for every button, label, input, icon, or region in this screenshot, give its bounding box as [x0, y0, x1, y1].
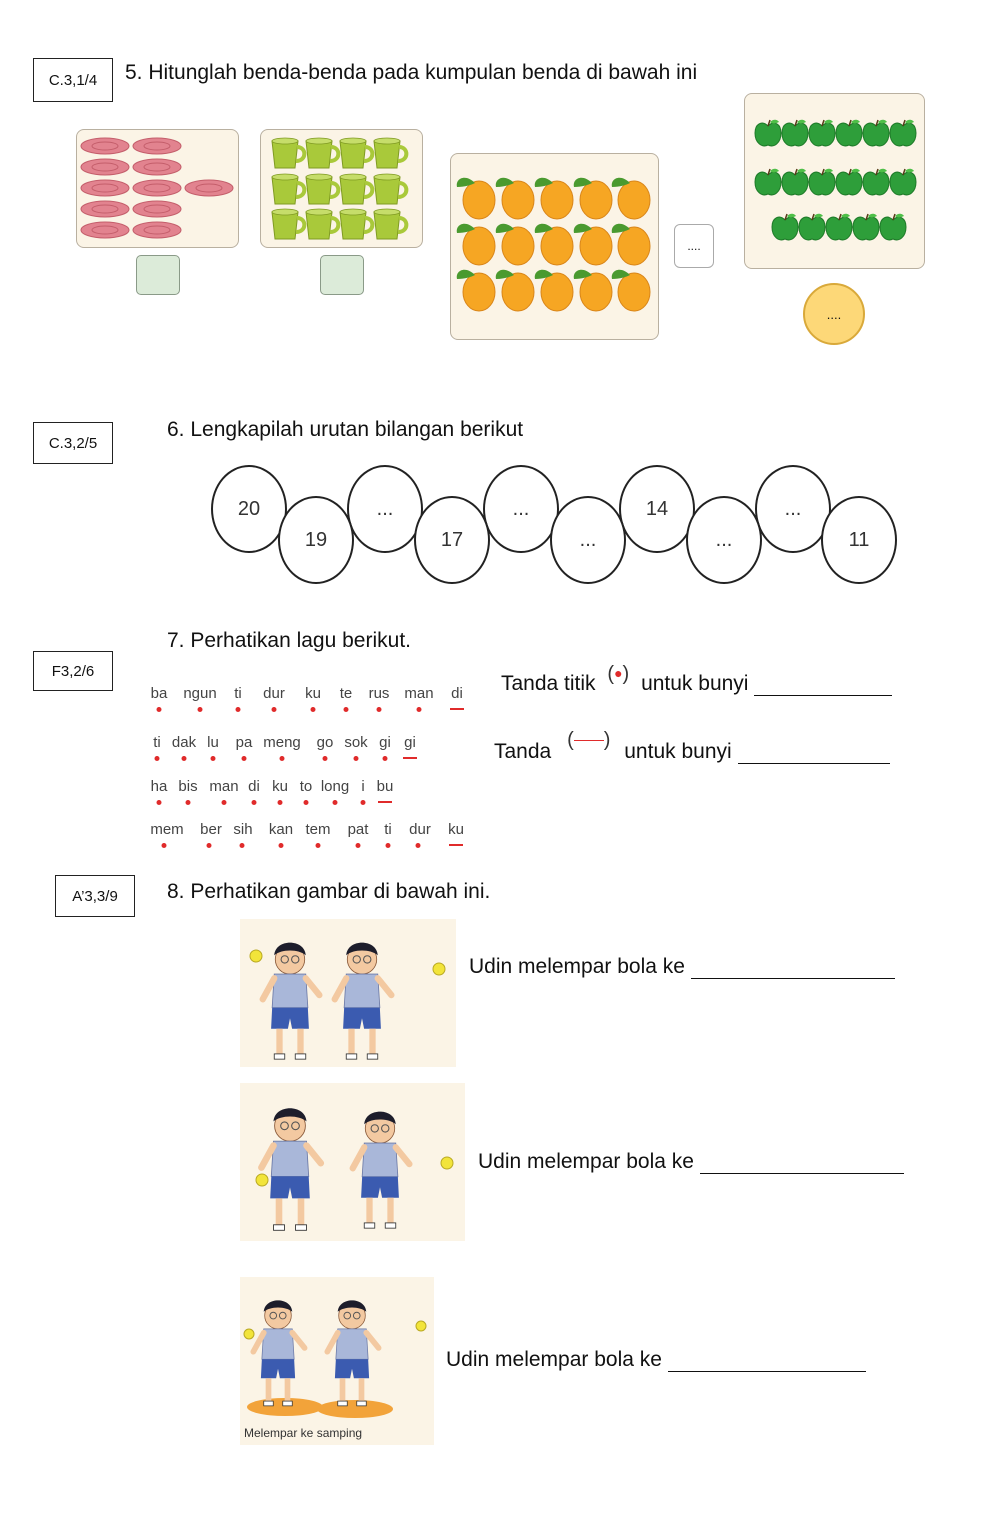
apple-icon [890, 169, 916, 195]
syllable: i [361, 778, 365, 795]
dash-legend-prefix: Tanda [494, 740, 552, 763]
plate-icon [81, 180, 129, 196]
cup-icon [306, 138, 338, 168]
sequence-oval [755, 465, 831, 553]
dot-mark [157, 707, 162, 712]
dot-legend-sentence [501, 663, 892, 696]
sequence-oval [211, 465, 287, 553]
syllable: ti [153, 734, 161, 751]
plates-group [77, 130, 238, 247]
ball-icon [256, 1174, 268, 1186]
statement-text: Udin melempar bola ke [446, 1348, 662, 1371]
sequence-blank[interactable]: ... [715, 528, 733, 551]
apple-icon [880, 214, 906, 240]
paren-open: ( [607, 663, 615, 685]
dot-mark [155, 756, 160, 761]
apple-icon [836, 169, 862, 195]
sequence-blank[interactable]: ... [512, 497, 530, 520]
syllable: bu [376, 778, 394, 795]
orange-icon [457, 270, 495, 311]
apples-answer-dots: .... [826, 306, 842, 322]
throw-statement-3 [446, 1348, 866, 1372]
apples-answer-circle[interactable] [803, 283, 865, 345]
dash-symbol-icon [567, 729, 610, 751]
syllable: sok [344, 734, 368, 751]
syllable: man [209, 778, 239, 795]
syllable: pat [347, 821, 369, 838]
sequence-value: 20 [237, 497, 261, 520]
apple-icon [772, 214, 798, 240]
cup-icon [340, 138, 372, 168]
syllable: mem [150, 821, 184, 838]
syllable: long [320, 778, 350, 795]
syllable: ber [200, 821, 222, 838]
apple-icon [853, 214, 879, 240]
apples-panel [744, 93, 925, 269]
ball-icon [441, 1157, 453, 1169]
q7-code-box [33, 651, 113, 691]
dot-mark [252, 800, 257, 805]
syllable: gi [379, 734, 391, 751]
sequence-blank[interactable]: ... [376, 497, 394, 520]
throw-answer-blank-1[interactable] [691, 958, 895, 979]
dot-mark [354, 756, 359, 761]
throw-picture-2 [240, 1083, 465, 1241]
dot-mark [198, 707, 203, 712]
throw-illustration [240, 1277, 434, 1445]
orange-icon [496, 224, 534, 265]
dash-mark [449, 844, 463, 846]
syllable: ku [272, 778, 288, 795]
cups-answer-box[interactable] [320, 255, 364, 295]
dash-legend-suffix: untuk bunyi [624, 740, 732, 763]
dot-symbol-icon: (●) [607, 663, 630, 685]
sequence-value: 11 [848, 528, 870, 551]
syllable: tem [305, 821, 331, 838]
syllable: gi [404, 734, 416, 751]
syllable: sih [233, 821, 253, 838]
syllable: meng [263, 734, 301, 751]
oranges-answer-dots: .... [687, 239, 701, 253]
plate-icon [81, 201, 129, 217]
q5-title: 5. Hitunglah benda-benda pada kumpulan benda di bawah ini [125, 61, 698, 84]
oranges-answer-box[interactable] [674, 224, 714, 268]
apple-icon [782, 169, 808, 195]
dot-mark [157, 800, 162, 805]
paren-open: ( [567, 729, 574, 751]
syllable: to [299, 778, 313, 795]
throw-picture-1 [240, 919, 456, 1067]
cups-panel [260, 129, 423, 248]
boy-icon [263, 943, 320, 1060]
syllable: ti [234, 685, 242, 702]
cup-icon [374, 209, 406, 239]
syllable: ti [384, 821, 392, 838]
syllable: di [248, 778, 260, 795]
apple-icon [863, 169, 889, 195]
dash-mark [403, 757, 417, 759]
dot-mark [207, 843, 212, 848]
throw-statement-1 [469, 955, 895, 979]
orange-icon [535, 178, 573, 219]
dot-mark [416, 843, 421, 848]
orange-icon [496, 178, 534, 219]
throw-illustration [240, 919, 456, 1067]
throw-picture-3 [240, 1277, 434, 1445]
orange-icon [574, 224, 612, 265]
cup-icon [306, 209, 338, 239]
apple-icon [836, 120, 862, 146]
apple-icon [755, 169, 781, 195]
plate-icon [133, 159, 181, 175]
dot-mark [311, 707, 316, 712]
dot-mark [240, 843, 245, 848]
q5-code-box [33, 58, 113, 102]
apple-icon [809, 169, 835, 195]
q7-code: F3,2/6 [51, 662, 95, 680]
q8-code-box [55, 875, 135, 917]
orange-icon [574, 178, 612, 219]
cups-group [261, 130, 422, 247]
apple-icon [863, 120, 889, 146]
dot-mark [377, 707, 382, 712]
syllable: di [451, 685, 463, 702]
boy-icon [327, 1300, 378, 1405]
syllable: lu [207, 734, 219, 751]
dot-mark [242, 756, 247, 761]
dash-mark [378, 801, 392, 803]
cup-icon [272, 209, 304, 239]
orange-icon [496, 270, 534, 311]
syllable: ha [150, 778, 168, 795]
dot-mark [417, 707, 422, 712]
cup-icon [306, 174, 338, 204]
dot-mark [222, 800, 227, 805]
dash-legend-sentence [494, 729, 890, 764]
dot-legend-suffix: untuk bunyi [641, 672, 749, 695]
dot-mark [279, 843, 284, 848]
throw-answer-blank-3[interactable] [668, 1351, 866, 1372]
plates-panel [76, 129, 239, 248]
sequence-blank[interactable]: ... [579, 528, 597, 551]
cup-icon [340, 174, 372, 204]
syllable: kan [268, 821, 294, 838]
plates-answer-box[interactable] [136, 255, 180, 295]
orange-icon [574, 270, 612, 311]
q6-code: C.3,2/5 [48, 434, 98, 452]
throw-answer-blank-2[interactable] [700, 1153, 904, 1174]
boy-icon [353, 1112, 410, 1229]
apple-icon [809, 120, 835, 146]
dot-mark [272, 707, 277, 712]
sequence-oval [483, 465, 559, 553]
dash-answer-blank[interactable] [738, 743, 890, 764]
dot-mark [323, 756, 328, 761]
shadow [317, 1400, 393, 1418]
dot-mark [280, 756, 285, 761]
dot-mark [162, 843, 167, 848]
orange-icon [457, 224, 495, 265]
plate-icon [81, 138, 129, 154]
syllable: dur [409, 821, 431, 838]
dot-mark [236, 707, 241, 712]
syllable: rus [368, 685, 390, 702]
q5-code: C.3,1/4 [48, 71, 98, 89]
song-line [152, 778, 472, 812]
statement-text: Udin melempar bola ke [478, 1150, 694, 1173]
sequence-value: 19 [304, 528, 328, 551]
throw-statement-2 [478, 1150, 904, 1174]
syllable: bis [178, 778, 198, 795]
boy-icon [253, 1300, 304, 1405]
q6-code-box [33, 422, 113, 464]
plate-icon [133, 222, 181, 238]
sequence-oval [821, 496, 897, 584]
apple-icon [890, 120, 916, 146]
oranges-group [451, 154, 658, 339]
cup-icon [374, 174, 406, 204]
syllable: ku [305, 685, 321, 702]
dot-mark [304, 800, 309, 805]
dot-mark [344, 707, 349, 712]
dot-mark [356, 843, 361, 848]
syllable: te [339, 685, 353, 702]
plate-icon [133, 201, 181, 217]
statement-text: Udin melempar bola ke [469, 955, 685, 978]
plate-icon [185, 180, 233, 196]
orange-icon [612, 270, 650, 311]
plate-icon [133, 180, 181, 196]
dot-mark [361, 800, 366, 805]
syllable: ba [150, 685, 168, 702]
boy-icon [335, 943, 392, 1060]
ball-icon [433, 963, 445, 975]
throw-illustration [240, 1083, 465, 1241]
oranges-panel [450, 153, 659, 340]
apple-icon [826, 214, 852, 240]
apple-icon [782, 120, 808, 146]
syllable: man [404, 685, 434, 702]
apple-icon [755, 120, 781, 146]
syllable: go [316, 734, 334, 751]
sequence-oval [278, 496, 354, 584]
dot-mark [333, 800, 338, 805]
orange-icon [457, 178, 495, 219]
boy-icon [261, 1108, 320, 1230]
sequence-oval [550, 496, 626, 584]
apples-group [745, 94, 924, 268]
paren-close: ) [603, 729, 611, 751]
syllable: pa [235, 734, 253, 751]
song-line [152, 821, 472, 855]
paren-close: ) [622, 663, 630, 685]
song-line [152, 685, 472, 719]
orange-icon [612, 178, 650, 219]
plate-icon [133, 138, 181, 154]
sequence-oval [414, 496, 490, 584]
ball-icon [416, 1321, 426, 1331]
q7-title: 7. Perhatikan lagu berikut. [167, 629, 411, 652]
song-line [152, 734, 472, 768]
sequence-value: 14 [645, 497, 669, 520]
q8-code: A’3,3/9 [72, 887, 118, 905]
cup-icon [272, 174, 304, 204]
ball-icon [244, 1329, 254, 1339]
dot-mark [316, 843, 321, 848]
cup-icon [340, 209, 372, 239]
dot-mark [182, 756, 187, 761]
orange-icon [535, 224, 573, 265]
syllable: ngun [183, 685, 217, 702]
syllable: dur [263, 685, 285, 702]
apple-icon [799, 214, 825, 240]
dot-mark [383, 756, 388, 761]
q6-title: 6. Lengkapilah urutan bilangan berikut [167, 418, 524, 441]
plate-icon [81, 159, 129, 175]
syllable: dak [171, 734, 197, 751]
ball-icon [250, 950, 262, 962]
dot-legend-prefix: Tanda titik [501, 672, 596, 695]
orange-icon [612, 224, 650, 265]
dot-mark [211, 756, 216, 761]
orange-icon [535, 270, 573, 311]
sequence-oval [619, 465, 695, 553]
cup-icon [374, 138, 406, 168]
plate-icon [81, 222, 129, 238]
dot-mark [386, 843, 391, 848]
sequence-oval [686, 496, 762, 584]
sequence-value: 17 [440, 528, 464, 551]
dot-mark [186, 800, 191, 805]
sequence-oval [347, 465, 423, 553]
picture-caption: Melempar ke samping [244, 1426, 363, 1440]
q8-title: 8. Perhatikan gambar di bawah ini. [167, 880, 491, 903]
dot-mark [278, 800, 283, 805]
dash-mark [450, 708, 464, 710]
syllable: ku [448, 821, 464, 838]
cup-icon [272, 138, 304, 168]
dot-answer-blank[interactable] [754, 675, 892, 696]
sequence-blank[interactable]: ... [784, 497, 802, 520]
